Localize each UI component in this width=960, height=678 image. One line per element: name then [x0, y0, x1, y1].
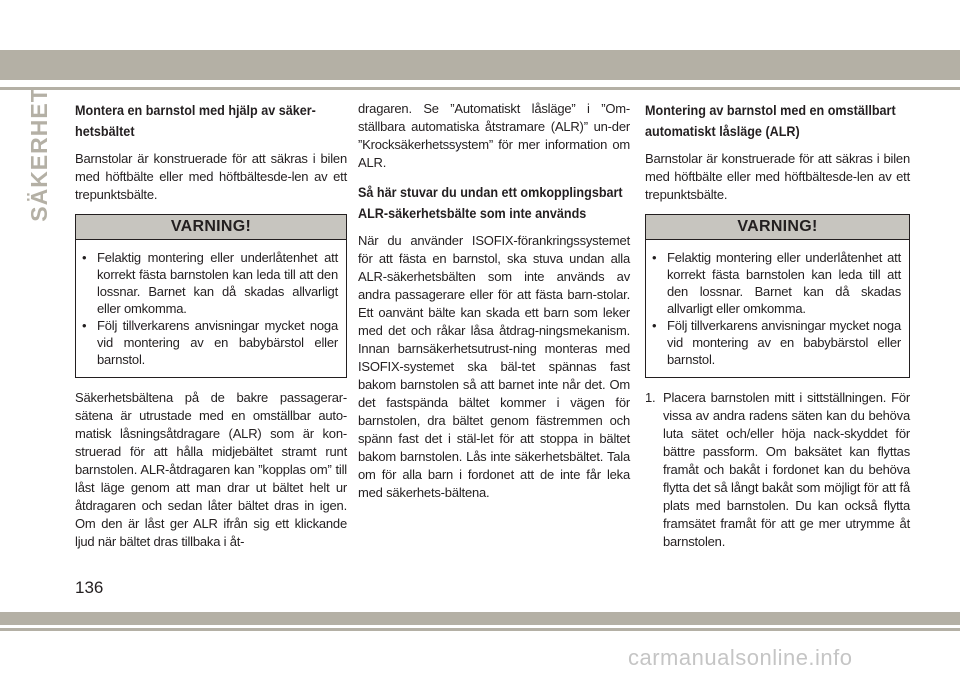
stow-paragraph: När du använder ISOFIX-förankringssystemet för att fästa en barnstol, ska stuva undan alla ALR-säkerhetsbälten som inte används av andra passagerare eller för att fästa barn-stolar. Ett oanvänt bälte kan skada ett barn som leker med det och råkar låsa åtdrag-ningsmekanism. Innan barnsäkerhetsutrust-ning monteras med ISOFIX-systemet ska bäl-tet spännas fast bakom barnstolen så att barnet inte når det. Om det fastspända bältet kommer i vägen för barnstolen, dra bältet genom fästremmen och spänn fast det i stäl-let för att stoppa in bältet bakom barnstolen. Lås inte säkerhetsbältet. Tala om för alla barn i fordonet att de inte får leka med säkerhets-bältena.	[358, 233, 630, 500]
continuation-paragraph: dragaren. Se ”Automatiskt låsläge” i ”Om-ställbara automatiska åtstramare (ALR)” un-der ”Krocksäkerhetssystem” för mer information om ALR.	[358, 101, 630, 170]
section-side-tab-label: SÄKERHET	[25, 86, 52, 222]
warning-item: • Felaktig montering eller underlåtenhet att korrekt fästa barnstolen kan leda till att den lossnar. Barnet kan då skadas allvarligt eller omkomma.	[652, 249, 901, 317]
column-1	[75, 100, 347, 561]
warning-list	[646, 240, 909, 377]
header-band	[0, 50, 960, 80]
heading-mount-seatbelt: Montera en barnstol med hjälp av säker-hetsbältet	[75, 102, 316, 139]
warning-list	[76, 240, 346, 377]
column-3	[645, 100, 910, 551]
step-number: 1.	[645, 390, 656, 405]
warning-box	[645, 214, 910, 378]
warning-box	[75, 214, 347, 378]
page-number: 136	[75, 578, 104, 597]
section-side-tab	[20, 86, 58, 222]
warning-item: • Följ tillverkarens anvisningar mycket noga vid montering av en babybärstol eller barnstol.	[82, 317, 338, 368]
watermark: carmanualsonline.info	[628, 645, 853, 670]
intro-paragraph: Barnstolar är konstruerade för att säkras i bilen med höftbälte eller med höftbältesde-len av ett trepunktsbälte.	[75, 151, 347, 202]
warning-item: • Felaktig montering eller underlåtenhet att korrekt fästa barnstolen kan leda till att den lossnar. Barnet kan då skadas allvarligt eller omkomma.	[82, 249, 338, 317]
heading-stow-belt: Så här stuvar du undan ett omkopplingsbart ALR-säkerhetsbälte som inte används	[358, 184, 623, 221]
heading-mount-alr: Montering av barnstol med en omställbart automatiskt låsläge (ALR)	[645, 102, 896, 139]
footer-band	[0, 612, 960, 625]
alr-paragraph: Säkerhetsbältena på de bakre passagerar-sätena är utrustade med en omställbar auto-matisk låsningsåtdragare (ALR) som är kon-struerad för att hålla midjebältet stramt runt barnstolen. ALR-åtdragaren kan ”kopplas om” till låst läge genom att man drar ut bältet helt ur åtdragaren och sedan låter bältet dras in igen. Om den är låst ger ALR ifrån sig ett klickande ljud när bältet dras tillbaka i åt-	[75, 390, 347, 549]
footer-rule	[0, 628, 960, 631]
column-2	[358, 100, 630, 512]
warning-title: VARNING!	[646, 215, 909, 240]
header-rule	[0, 87, 960, 90]
warning-title: VARNING!	[76, 215, 346, 240]
step-text: Placera barnstolen mitt i sittställningen. För vissa av andra radens säten kan du behöva luta sätet och/eller höja nack-skyddet för bättre passform. Om baksätet kan flyttas framåt och bakåt i fordonet kan du behöva flytta det så långt bakåt som möjligt för att få plats med barnstolen. Du kan också flytta framsätet framåt för att ge mer utrymme åt barnstolen.	[663, 390, 910, 549]
warning-item: • Följ tillverkarens anvisningar mycket noga vid montering av en babybärstol eller barnstol.	[652, 317, 901, 368]
intro-paragraph: Barnstolar är konstruerade för att säkras i bilen med höftbälte eller med höftbältesde-len av ett trepunktsbälte.	[645, 151, 910, 202]
step-1	[645, 389, 910, 551]
